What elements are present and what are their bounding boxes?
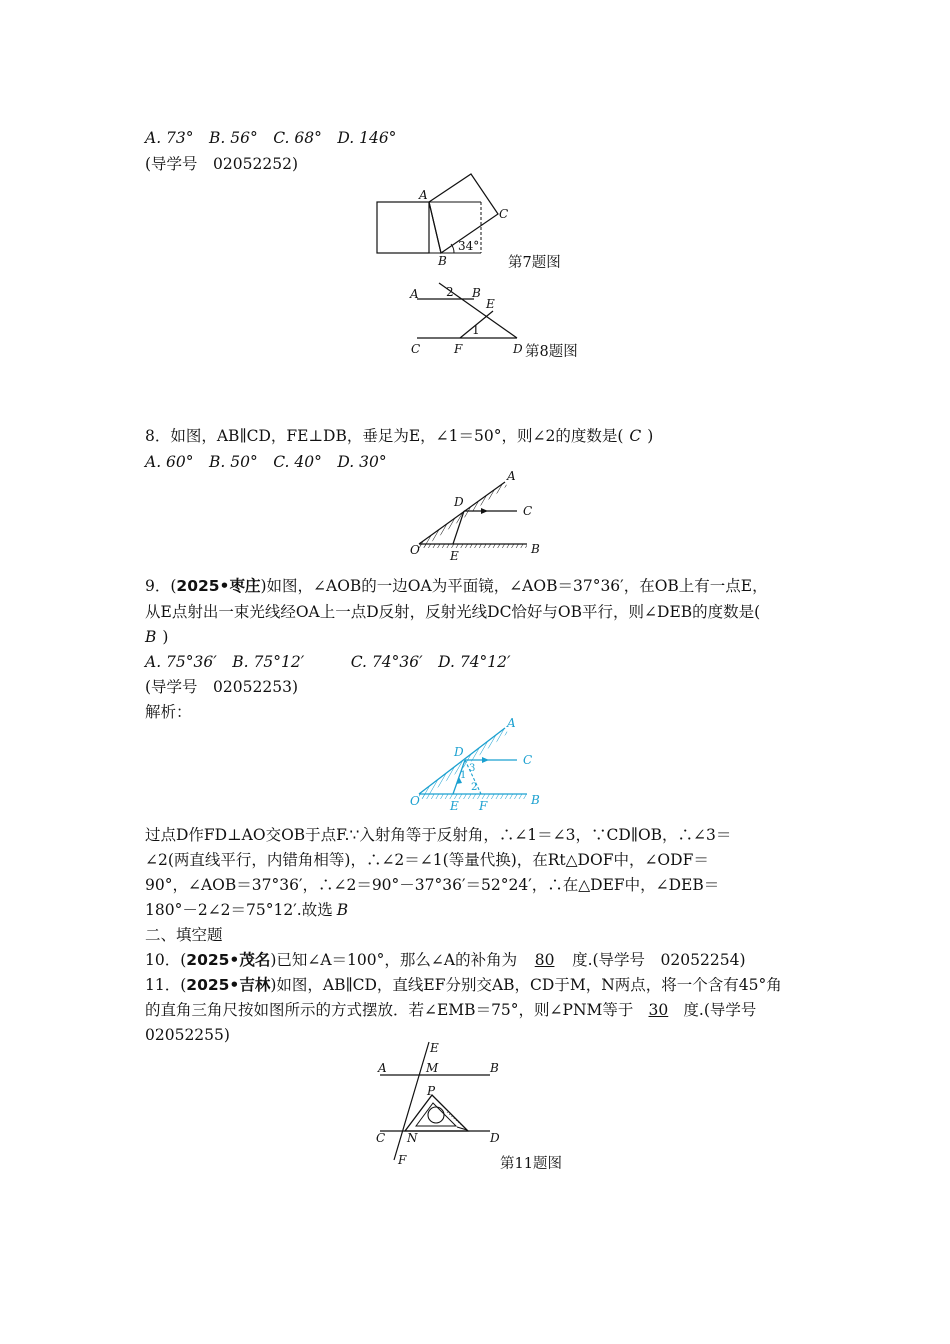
q9-solution-line2: ∠2(两直线平行，内错角相等)，∴∠2＝∠1(等量代换)，在Rt△DOF中，∠ODF＝: [145, 851, 709, 869]
q9-solution-line4: [145, 900, 348, 920]
fig7-label-b: B: [438, 254, 447, 268]
fig9-label-b: B: [531, 542, 540, 556]
figure-7: [370, 168, 520, 268]
fig9-label-d: D: [454, 495, 464, 509]
q11-line1: [145, 975, 782, 995]
fig11-label-c: C: [376, 1131, 386, 1145]
q9-line1-text: )如图，∠AOB的一边OA为平面镜，∠AOB＝37°36′，在OB上有一点E，: [260, 577, 768, 595]
figure-9-solution: [405, 716, 550, 812]
figure-9: [405, 468, 550, 560]
q9-line1: [145, 576, 768, 596]
fig7-label-c: C: [499, 207, 509, 221]
fig8-label-b: B: [472, 286, 481, 300]
fig9s-label-c: C: [523, 753, 533, 767]
fig7-caption: 第7题图: [508, 255, 561, 271]
fig11-label-d: D: [490, 1131, 500, 1145]
fig9-label-e: E: [450, 549, 459, 560]
q7-options: A. 73° B. 56° C. 68° D. 146°: [145, 129, 397, 147]
q9-line2: 从E点射出一束光线经OA上一点D反射，反射光线DC恰好与OB平行，则∠DEB的度数是(: [145, 603, 761, 621]
q10-source: 2025•茂名: [186, 951, 271, 969]
fig7-angle-label: 34°: [458, 239, 480, 253]
q8-close: ): [647, 427, 654, 445]
q10-after: 度.(导学号 02052254): [572, 951, 746, 969]
q9-solution-line3: 90°，∠AOB＝37°36′，∴∠2＝90°－37°36′＝52°24′，∴在△DEF中，∠DEB＝: [145, 876, 720, 894]
q9-answer: B: [145, 628, 157, 646]
q10-number: 10．(: [145, 951, 187, 969]
fig8-label-a: A: [410, 287, 419, 301]
fig8-angle-1: 1: [472, 323, 480, 337]
q11-line1-text: )如图，AB∥CD，直线EF分别交AB，CD于M，N两点，将一个含有45°角: [270, 976, 782, 994]
q11-line2-after: 度.(导学号: [683, 1001, 757, 1019]
q11-answer: 30: [648, 1001, 669, 1019]
fig9-label-c: C: [523, 504, 533, 518]
fig11-label-n: N: [407, 1131, 418, 1145]
fig9-label-o: O: [410, 543, 420, 557]
fig11-label-b: B: [490, 1061, 499, 1075]
fig9s-label-a: A: [507, 716, 516, 730]
q9-solution-answer: B: [336, 901, 349, 919]
q8-answer: C: [629, 427, 642, 445]
fig9-label-a: A: [507, 469, 516, 483]
q9-answer-line: [145, 627, 168, 647]
fig11-caption: 第11题图: [500, 1156, 562, 1172]
fig9s-angle-2: 2: [471, 782, 478, 793]
fig11-label-p: P: [427, 1084, 436, 1098]
q9-solution-line4-text: 180°－2∠2＝75°12′.故选: [145, 901, 333, 919]
q11-line2: [145, 1000, 756, 1020]
fig9s-label-f: F: [479, 799, 488, 812]
fig9s-label-d: D: [454, 745, 464, 759]
fig8-angle-2: 2: [446, 285, 454, 299]
q11-line3: 02052255): [145, 1026, 230, 1044]
q10-answer: 80: [534, 951, 555, 969]
q9-options: A. 75°36′ B. 75°12′ C. 74°36′ D. 74°12′: [145, 653, 511, 671]
fig9s-angle-1: 1: [460, 770, 467, 781]
q8-stem: [145, 426, 653, 446]
q9-source: 2025•枣庄: [176, 577, 261, 595]
fig8-caption: 第8题图: [525, 344, 578, 360]
fig11-label-a: A: [378, 1061, 387, 1075]
q9-analysis-label: 解析：: [145, 703, 192, 721]
fig9s-angle-3: 3: [469, 763, 476, 774]
q7-guide-number: (导学号 02052252): [145, 155, 298, 173]
q11-line2-text: 的直角三角尺按如图所示的方式摆放．若∠EMB＝75°，则∠PNM等于: [145, 1001, 634, 1019]
fig11-label-e: E: [430, 1041, 439, 1055]
fig9s-label-e: E: [450, 799, 459, 812]
q10: [145, 950, 746, 970]
fig9s-label-b: B: [531, 793, 540, 807]
q11-number: 11．(: [145, 976, 187, 994]
q8-stem-text: 8．如图，AB∥CD，FE⊥DB，垂足为E，∠1＝50°，则∠2的度数是(: [145, 427, 624, 445]
q8-options: A. 60° B. 50° C. 40° D. 30°: [145, 453, 387, 471]
q11-source: 2025•吉林: [186, 976, 271, 994]
figure-8: [405, 278, 525, 358]
q9-solution-line1: 过点D作FD⊥AO交OB于点F.∵入射角等于反射角，∴∠1＝∠3，∵CD∥OB，∴∠3＝: [145, 826, 732, 844]
figure-11: [370, 1040, 510, 1170]
fig11-label-m: M: [426, 1061, 439, 1075]
q9-guide-number: (导学号 02052253): [145, 678, 298, 696]
q9-number: 9．(: [145, 577, 177, 595]
q10-text: )已知∠A＝100°，那么∠A的补角为: [270, 951, 518, 969]
q9-close: ): [162, 628, 169, 646]
fig8-label-c: C: [411, 342, 421, 356]
section-heading: 二、填空题: [145, 926, 223, 944]
fig7-label-a: A: [419, 188, 428, 202]
fig9s-label-o: O: [410, 794, 420, 808]
fig11-label-f: F: [398, 1153, 407, 1167]
fig8-label-d: D: [513, 342, 523, 356]
fig8-label-f: F: [454, 342, 463, 356]
fig8-label-e: E: [486, 297, 495, 311]
